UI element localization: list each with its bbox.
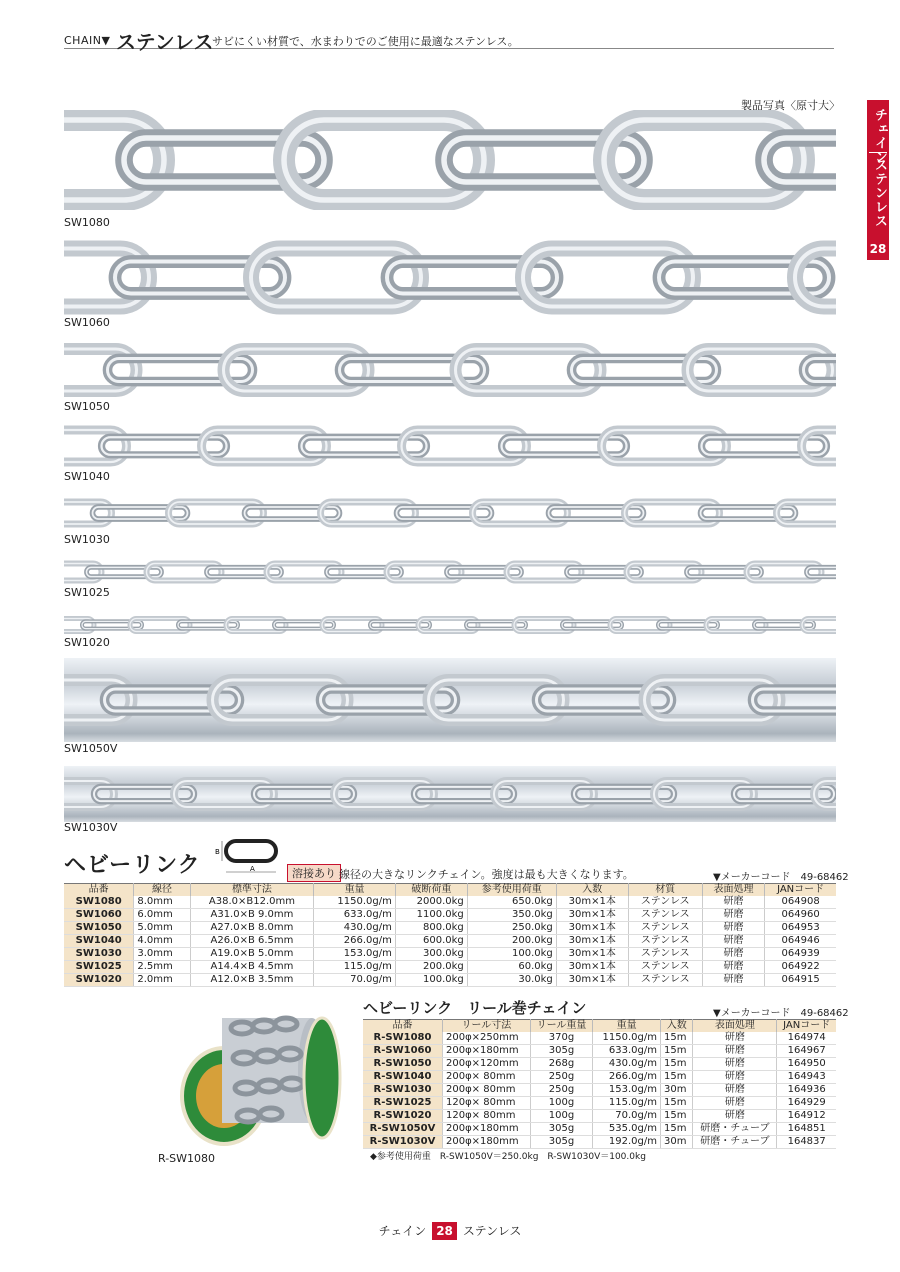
footer-left: チェイン: [378, 1224, 427, 1238]
table-cell: 164851: [777, 1123, 836, 1136]
table-cell: 600.0kg: [395, 935, 467, 948]
heavy-link-maker-code: ▼メーカーコード 49-68462: [713, 872, 849, 883]
table-cell: A38.0×B12.0mm: [190, 896, 314, 909]
table-cell: 5.0mm: [134, 922, 190, 935]
table-cell: 6.0mm: [134, 909, 190, 922]
table-cell: 300.0kg: [395, 948, 467, 961]
chain-photo-label: SW1030: [64, 533, 110, 546]
table-cell: 30m×1本: [556, 909, 628, 922]
chain-photo-sw1040: [64, 422, 836, 470]
table-cell: ステンレス: [628, 948, 702, 961]
table-cell: R-SW1025: [363, 1097, 442, 1110]
chain-photo-label: SW1040: [64, 470, 110, 483]
table-cell: SW1040: [64, 935, 134, 948]
chain-photo-sw1050: [64, 340, 836, 400]
table-row: [363, 1110, 836, 1123]
footer-page-number: 28: [432, 1222, 457, 1240]
table-cell: 研磨: [693, 1084, 777, 1097]
table-row: [363, 1123, 836, 1136]
table-cell: R-SW1040: [363, 1071, 442, 1084]
table-cell: 15m: [660, 1058, 692, 1071]
table-cell: 535.0g/m: [593, 1123, 661, 1136]
table-cell: A12.0×B 3.5mm: [190, 974, 314, 987]
table-cell: 350.0kg: [467, 909, 556, 922]
table-cell: 268g: [530, 1058, 593, 1071]
table-cell: 164967: [777, 1045, 836, 1058]
table-cell: 633.0g/m: [593, 1045, 661, 1058]
table-cell: 30m: [660, 1136, 692, 1149]
table-cell: 研磨: [693, 1058, 777, 1071]
heavy-link-spec-table: [64, 883, 836, 987]
chain-photo-label: SW1020: [64, 636, 110, 649]
table-cell: 200.0kg: [395, 961, 467, 974]
table-cell: 153.0g/m: [314, 948, 396, 961]
page-title: ステンレス: [116, 30, 214, 54]
table-cell: A27.0×B 8.0mm: [190, 922, 314, 935]
table-cell: 200φ× 80mm: [442, 1084, 530, 1097]
table-cell: R-SW1050: [363, 1058, 442, 1071]
column-header: 表面処理: [693, 1020, 777, 1033]
table-cell: 164912: [777, 1110, 836, 1123]
table-cell: 800.0kg: [395, 922, 467, 935]
table-cell: 200φ×120mm: [442, 1058, 530, 1071]
heavy-link-description: 線径の大きなリンクチェイン。強度は最も大きくなります。: [339, 868, 634, 881]
table-cell: 250g: [530, 1071, 593, 1084]
table-cell: 30m×1本: [556, 948, 628, 961]
reel-load-note: ◆参考使用荷重 R-SW1050V＝250.0kg R-SW1030V＝100.0kg: [370, 1152, 646, 1162]
diagram-label-a: A: [250, 865, 255, 873]
table-cell: 70.0g/m: [593, 1110, 661, 1123]
chain-photo-sw1030: [64, 494, 836, 532]
table-cell: 研磨・チューブ: [693, 1136, 777, 1149]
table-cell: 30.0kg: [467, 974, 556, 987]
chain-photo-sw1050v: [64, 658, 836, 742]
footer-right: ステンレス: [462, 1224, 522, 1238]
table-cell: 120φ× 80mm: [442, 1097, 530, 1110]
table-cell: 064953: [765, 922, 836, 935]
table-cell: A14.4×B 4.5mm: [190, 961, 314, 974]
table-row: [64, 896, 836, 909]
page-footer: [0, 1222, 900, 1240]
table-cell: 370g: [530, 1032, 593, 1045]
table-cell: 064915: [765, 974, 836, 987]
column-header: 重量: [593, 1020, 661, 1033]
weld-badge: 溶接あり: [287, 864, 341, 882]
side-tab-label-chain: チェイン: [872, 108, 887, 164]
table-cell: 1150.0g/m: [593, 1032, 661, 1045]
table-cell: 064908: [765, 896, 836, 909]
reel-image-caption: R-SW1080: [158, 1152, 216, 1165]
table-cell: 8.0mm: [134, 896, 190, 909]
table-cell: 100g: [530, 1097, 593, 1110]
table-cell: 064946: [765, 935, 836, 948]
table-cell: 164929: [777, 1097, 836, 1110]
table-row: [363, 1084, 836, 1097]
table-cell: 200φ× 80mm: [442, 1071, 530, 1084]
table-cell: R-SW1030V: [363, 1136, 442, 1149]
category-label: CHAIN▼: [64, 34, 111, 47]
table-cell: 200φ×180mm: [442, 1123, 530, 1136]
reel-product-image: [172, 978, 352, 1156]
table-cell: 15m: [660, 1032, 692, 1045]
table-row: [64, 961, 836, 974]
photo-note: 製品写真〈原寸大〉: [741, 99, 840, 112]
table-row: [64, 935, 836, 948]
table-cell: 30m×1本: [556, 961, 628, 974]
chain-photo-sw1030v: [64, 766, 836, 822]
chain-photo-label: SW1025: [64, 586, 110, 599]
table-cell: 064960: [765, 909, 836, 922]
table-cell: R-SW1080: [363, 1032, 442, 1045]
table-cell: ステンレス: [628, 922, 702, 935]
chain-photo-label: SW1080: [64, 216, 110, 229]
table-cell: 430.0g/m: [314, 922, 396, 935]
table-cell: 250g: [530, 1084, 593, 1097]
column-header: リール寸法: [442, 1020, 530, 1033]
table-row: [64, 909, 836, 922]
table-cell: 164974: [777, 1032, 836, 1045]
table-cell: ステンレス: [628, 935, 702, 948]
side-tab-page: 28: [869, 242, 887, 256]
table-row: [363, 1032, 836, 1045]
table-cell: SW1050: [64, 922, 134, 935]
table-header-row: [363, 1020, 836, 1033]
table-cell: SW1080: [64, 896, 134, 909]
table-cell: ステンレス: [628, 961, 702, 974]
table-cell: 研磨: [702, 974, 764, 987]
chain-photo-label: SW1050: [64, 400, 110, 413]
table-cell: 1100.0kg: [395, 909, 467, 922]
table-cell: SW1030: [64, 948, 134, 961]
table-cell: 200φ×180mm: [442, 1136, 530, 1149]
table-cell: 164837: [777, 1136, 836, 1149]
side-tab-label-stainless: ステンレス: [872, 158, 887, 228]
side-tab-divider: [869, 152, 887, 153]
table-cell: 1150.0g/m: [314, 896, 396, 909]
column-header: 材質: [628, 884, 702, 897]
table-cell: SW1020: [64, 974, 134, 987]
column-header: 破断荷重: [395, 884, 467, 897]
table-cell: 15m: [660, 1071, 692, 1084]
table-cell: ステンレス: [628, 974, 702, 987]
table-cell: 研磨: [693, 1032, 777, 1045]
table-cell: 192.0g/m: [593, 1136, 661, 1149]
table-cell: 4.0mm: [134, 935, 190, 948]
chain-photo-sw1080: [64, 110, 836, 210]
section-title-heavy-link: ヘビーリンク: [64, 853, 201, 878]
table-cell: 064922: [765, 961, 836, 974]
page-header: [64, 26, 834, 54]
table-cell: 633.0g/m: [314, 909, 396, 922]
table-cell: 064939: [765, 948, 836, 961]
table-cell: R-SW1060: [363, 1045, 442, 1058]
table-cell: ステンレス: [628, 909, 702, 922]
table-cell: 研磨: [693, 1071, 777, 1084]
table-cell: R-SW1050V: [363, 1123, 442, 1136]
chain-photo-label: SW1030V: [64, 821, 118, 834]
column-header: 品番: [363, 1020, 442, 1033]
table-cell: A31.0×B 9.0mm: [190, 909, 314, 922]
table-cell: 研磨: [693, 1097, 777, 1110]
table-cell: 200.0kg: [467, 935, 556, 948]
link-dimension-diagram: [214, 838, 284, 878]
table-cell: 164936: [777, 1084, 836, 1097]
table-cell: 研磨: [702, 948, 764, 961]
table-cell: 研磨: [702, 896, 764, 909]
column-header: 表面処理: [702, 884, 764, 897]
table-cell: 30m×1本: [556, 922, 628, 935]
table-cell: 200φ×250mm: [442, 1032, 530, 1045]
chain-photo-label: SW1050V: [64, 742, 118, 755]
table-cell: A26.0×B 6.5mm: [190, 935, 314, 948]
column-header: JANコード: [765, 884, 836, 897]
table-cell: 305g: [530, 1123, 593, 1136]
table-cell: 100g: [530, 1110, 593, 1123]
table-row: [363, 1071, 836, 1084]
table-cell: SW1025: [64, 961, 134, 974]
table-cell: 研磨: [693, 1045, 777, 1058]
table-cell: 200φ×180mm: [442, 1045, 530, 1058]
table-cell: ステンレス: [628, 896, 702, 909]
table-cell: 70.0g/m: [314, 974, 396, 987]
column-header: JANコード: [777, 1020, 836, 1033]
table-cell: 430.0g/m: [593, 1058, 661, 1071]
table-cell: 164943: [777, 1071, 836, 1084]
table-cell: 60.0kg: [467, 961, 556, 974]
table-cell: R-SW1030: [363, 1084, 442, 1097]
table-cell: 15m: [660, 1097, 692, 1110]
column-header: 入数: [556, 884, 628, 897]
table-cell: 120φ× 80mm: [442, 1110, 530, 1123]
column-header: 重量: [314, 884, 396, 897]
column-header: 品番: [64, 884, 134, 897]
table-cell: 305g: [530, 1045, 593, 1058]
column-header: 標準寸法: [190, 884, 314, 897]
table-cell: 研磨: [693, 1110, 777, 1123]
table-row: [64, 948, 836, 961]
table-cell: 266.0g/m: [314, 935, 396, 948]
table-cell: 2.0mm: [134, 974, 190, 987]
table-cell: SW1060: [64, 909, 134, 922]
table-cell: 115.0g/m: [593, 1097, 661, 1110]
diagram-label-b: B: [215, 848, 220, 856]
reel-maker-code: ▼メーカーコード 49-68462: [713, 1008, 849, 1019]
table-cell: R-SW1020: [363, 1110, 442, 1123]
section-title-reel: ヘビーリンク リール巻チェイン: [363, 999, 587, 1017]
table-cell: 2000.0kg: [395, 896, 467, 909]
chain-photo-sw1025: [64, 556, 836, 588]
table-cell: 30m×1本: [556, 935, 628, 948]
table-cell: 100.0kg: [467, 948, 556, 961]
table-row: [363, 1058, 836, 1071]
table-cell: 研磨: [702, 922, 764, 935]
table-cell: 250.0kg: [467, 922, 556, 935]
table-cell: 15m: [660, 1110, 692, 1123]
table-header-row: [64, 884, 836, 897]
table-cell: 研磨: [702, 961, 764, 974]
table-cell: 266.0g/m: [593, 1071, 661, 1084]
table-cell: 2.5mm: [134, 961, 190, 974]
table-cell: 115.0g/m: [314, 961, 396, 974]
column-header: 線径: [134, 884, 190, 897]
table-row: [64, 922, 836, 935]
table-cell: 30m: [660, 1084, 692, 1097]
table-row: [363, 1136, 836, 1149]
table-cell: 研磨: [702, 935, 764, 948]
chain-photo-sw1020: [64, 612, 836, 638]
side-index-tab: [867, 100, 889, 260]
table-cell: 30m×1本: [556, 974, 628, 987]
page-subtitle: サビにくい材質で、水まわりでのご使用に最適なステンレス。: [212, 35, 519, 48]
table-cell: 30m×1本: [556, 896, 628, 909]
table-cell: 164950: [777, 1058, 836, 1071]
table-row: [363, 1045, 836, 1058]
column-header: リール重量: [530, 1020, 593, 1033]
chain-photo-sw1060: [64, 240, 836, 315]
reel-spec-table: [363, 1019, 836, 1149]
table-cell: 100.0kg: [395, 974, 467, 987]
column-header: 入数: [660, 1020, 692, 1033]
table-cell: 15m: [660, 1123, 692, 1136]
chain-photo-label: SW1060: [64, 316, 110, 329]
table-cell: 650.0kg: [467, 896, 556, 909]
table-cell: 3.0mm: [134, 948, 190, 961]
table-row: [363, 1097, 836, 1110]
table-cell: A19.0×B 5.0mm: [190, 948, 314, 961]
table-cell: 研磨・チューブ: [693, 1123, 777, 1136]
column-header: 参考使用荷重: [467, 884, 556, 897]
table-cell: 305g: [530, 1136, 593, 1149]
table-cell: 15m: [660, 1045, 692, 1058]
table-cell: 153.0g/m: [593, 1084, 661, 1097]
table-cell: 研磨: [702, 909, 764, 922]
